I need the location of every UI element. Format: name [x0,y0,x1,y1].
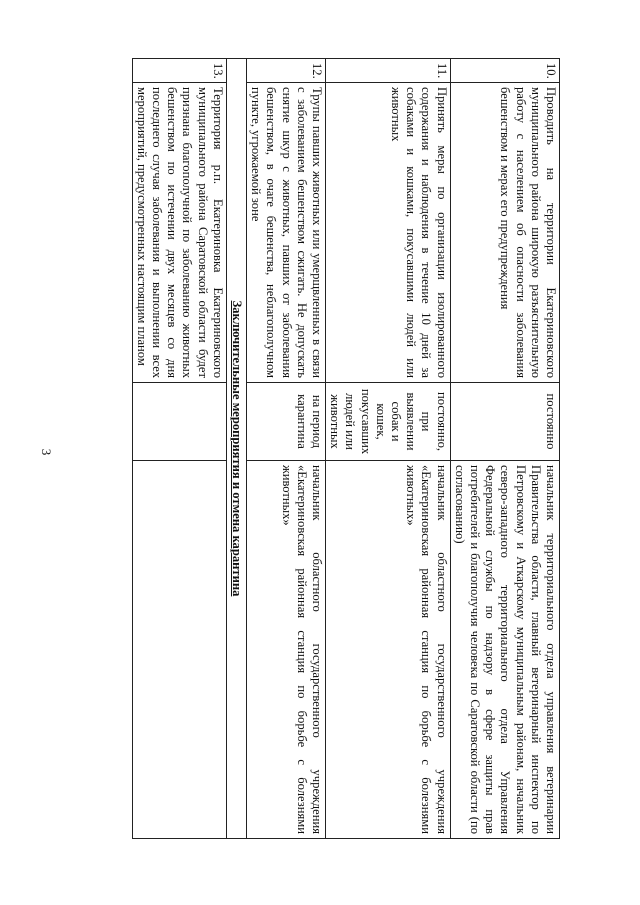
measure-cell: Территория р.п. Екатериновка Екатериновского муниципального района Саратовской области будет признана благополучной по заболеванию животных бешенством по истечении двух месяцев со дня последнего случая заболевания и выполнении всех мероприятий, предусмотренных настоящим планом [132,83,226,383]
page-number: 3 [39,448,54,456]
responsible-cell: начальник территориального отдела управления ветеринарии Правительства области, главный ветеринарный инспектор по Петровскому и Аткарскому муниципальным районам, начальник северо-западного территориального отдела Управления Федеральной службы по надзору в сфере защиты прав потребителей и благополучия человека по Саратовской области (по согласованию) [450,461,559,839]
rotated-page-content [80,58,560,838]
table-row [325,59,450,839]
section-header: Заключительные мероприятия и отмена карантина [226,59,246,839]
table-row [132,59,226,839]
table-row [450,59,559,839]
table-row [246,59,325,839]
section-header-row [226,59,246,839]
responsible-cell [132,461,226,839]
measure-cell: Трупы павших животных или умерщвленных в связи с заболеванием бешенством сжигать. Не допускать снятие шкур с животных, павших от заболевания бешенством, в очаге бешенства, неблагополучном пункте, угрожаемой зоне [246,83,325,383]
measure-cell: Проводить на территории Екатериновского муниципального района широкую разъяснительную работу с населением об опасности заболевания бешенством и мерах его предупреждения [450,83,559,383]
responsible-cell: начальник областного государственного учреждения «Екатериновская районная станция по борьбе с болезнями животных» [325,461,450,839]
row-number: 10. [450,59,559,83]
term-cell: на период карантина [246,383,325,461]
measure-cell: Принять меры по организации изолированного содержания и наблюдения в течение 10 дней за собаками и кошками, покусавшими людей или животных [325,83,450,383]
row-number: 12. [246,59,325,83]
term-cell [132,383,226,461]
term-cell: постоянно [450,383,559,461]
row-number: 11. [325,59,450,83]
term-cell: постоянно, при выявлении собак и кошек, покусавших людей или животных [325,383,450,461]
responsible-cell: начальник областного государственного учреждения «Екатериновская районная станция по борьбе с болезнями животных» [246,461,325,839]
measures-table [132,58,560,839]
row-number: 13. [132,59,226,83]
